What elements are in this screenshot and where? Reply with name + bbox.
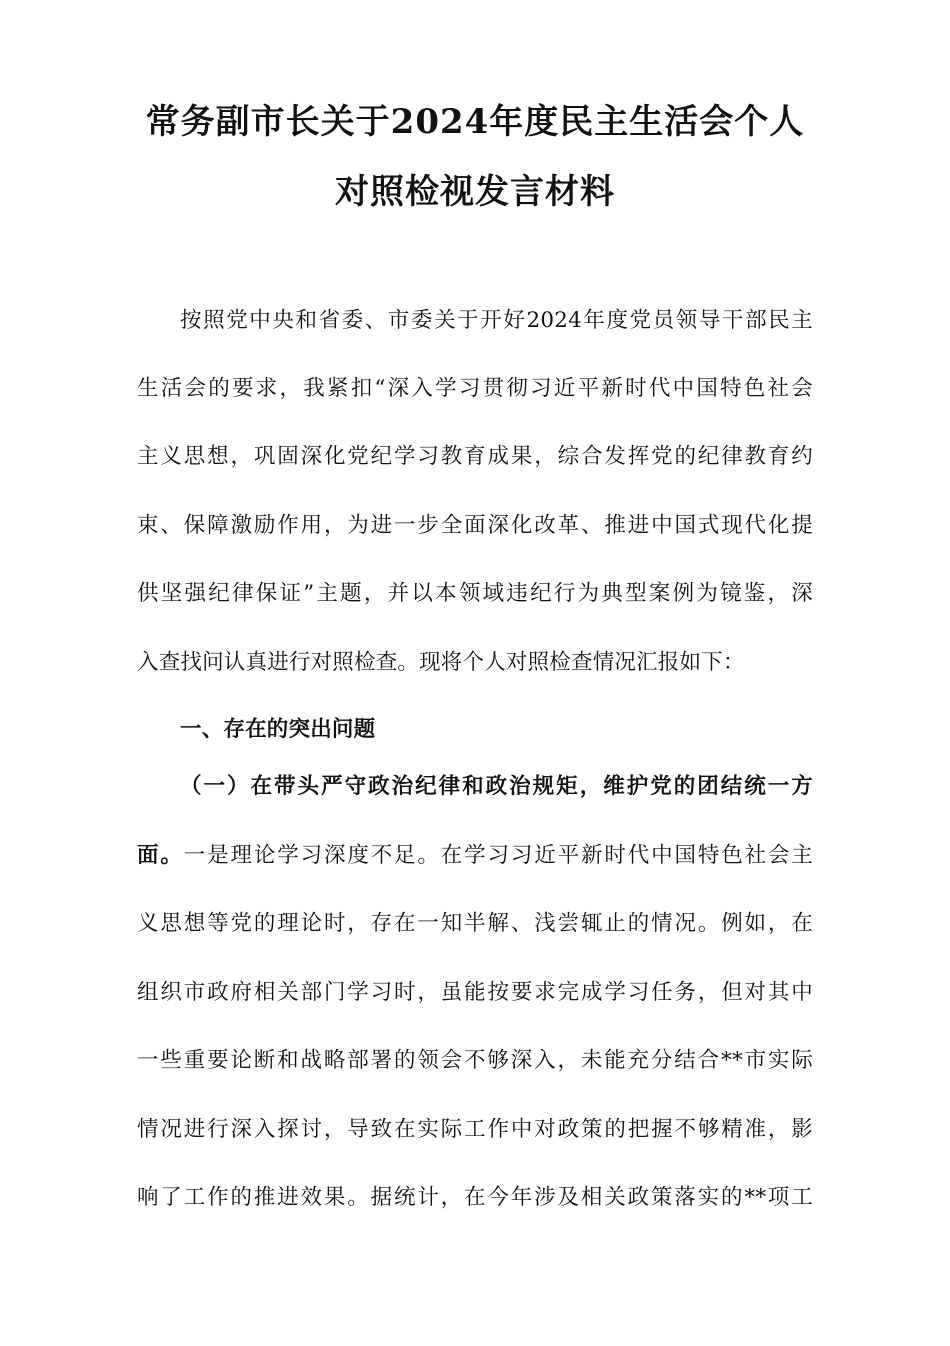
subsection-heading-end: 面。 [137,843,184,868]
body-text: 一是理论学习深度不足。在学习习近平新时代中国特色社会主 [183,843,814,868]
intro-paragraph-line: 入查找问认真进行对照检查。现将个人对照检查情况汇报如下： [137,650,745,675]
body-paragraph-line: 组织市政府相关部门学习时，虽能按要求完成学习任务，但对其中 [137,980,813,1005]
intro-paragraph-line: 主义思想，巩固深化党纪学习教育成果，综合发挥党的纪律教育约 [137,444,813,469]
document-title-line-1: 常务副市长关于2024年度民主生活会个人 [145,102,805,142]
subsection-heading: （一）在带头严守政治纪律和政治规矩，维护党的团结统一方 [180,774,813,799]
intro-paragraph-line: 供坚强纪律保证”主题，并以本领域违纪行为典型案例为镜鉴，深 [137,581,813,606]
body-paragraph-line: 一些重要论断和战略部署的领会不够深入，未能充分结合**市实际 [137,1048,813,1073]
body-paragraph-line: 义思想等党的理论时，存在一知半解、浅尝辄止的情况。例如，在 [137,911,813,936]
intro-paragraph-line: 束、保障激励作用，为进一步全面深化改革、推进中国式现代化提 [137,513,813,538]
body-paragraph-line: 情况进行深入探讨，导致在实际工作中对政策的把握不够精准，影 [137,1117,813,1142]
intro-paragraph-line: 按照党中央和省委、市委关于开好2024年度党员领导干部民主 [180,308,813,333]
document-title-line-2: 对照检视发言材料 [335,172,615,212]
intro-paragraph-line: 生活会的要求，我紧扣“深入学习贯彻习近平新时代中国特色社会 [137,376,813,401]
body-paragraph-line: 响了工作的推进效果。据统计，在今年涉及相关政策落实的**项工 [137,1185,813,1210]
section-heading: 一、存在的突出问题 [180,717,376,742]
body-paragraph-line [137,841,813,871]
